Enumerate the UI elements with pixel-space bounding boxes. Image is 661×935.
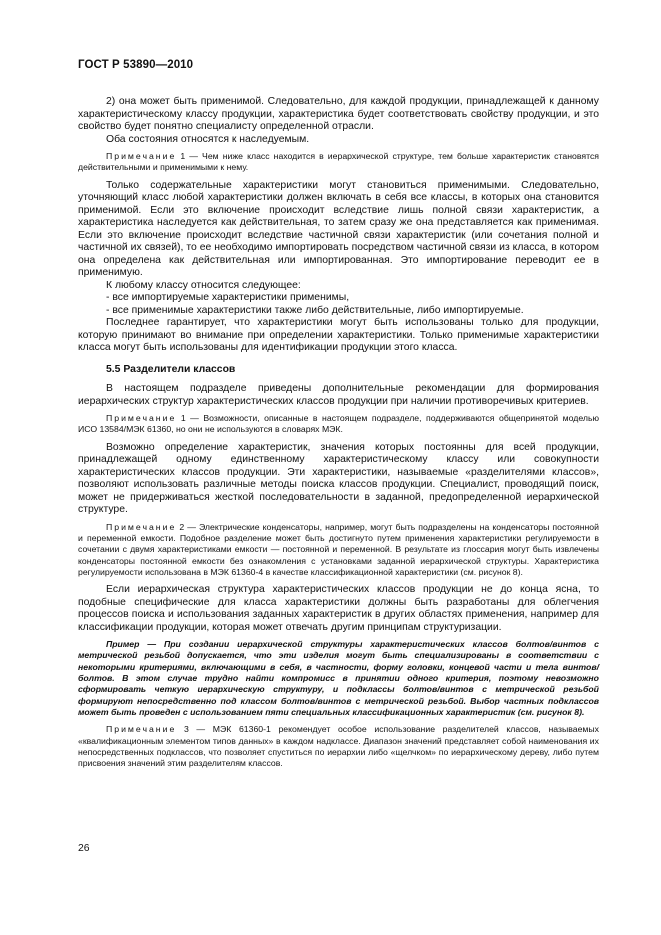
note-label: Примечание — [106, 521, 177, 532]
paragraph: В настоящем подразделе приведены дополнительные рекомендации для формирования иерархических структур характеристических классов продукции при наличии противоречивых критериев. — [78, 383, 599, 407]
section-title: 5.5 Разделители классов — [106, 363, 236, 375]
note-label: Примечание — [106, 413, 177, 424]
paragraph: Только содержательные характеристики могут становиться применимыми. Следовательно, уточняющий класс любой характеристики должен включать в себя все классы, в которых она становится применимой. Если это включение происходит вследствие лишь полной связи характеристик, а характеристика наследуется как действительная, то затем сразу же она представляется как применимая. Если это включение происходит вследствие частичной связи характеристик (или сочетания полной и частичной их связей), то ее необходимо импортировать посредством частичной связи из класса, в котором она определена как действительная или импортированная. Это импортирование переводит ее в применимую. — [78, 179, 599, 279]
note-text: 3 — МЭК 61360-1 рекомендует особое использование разделителей классов, называемых «квалификационным элементом типов данных» в каждом надклассе. Диапазон значений представляет собой наименования их непосредственных подклассов, что позволяет спуститься по иерархии либо «щелчком» по иерархическому дереву, либо путем присвоения значений этим разделителям классов. — [78, 724, 599, 769]
paragraph: Последнее гарантирует, что характеристики могут быть использованы только для продукции, которую принимают во внимание при определении характеристики. Только применимые характеристики класса могут быть использованы для идентификации продукции этого класса. — [78, 317, 599, 354]
page-number: 26 — [78, 843, 90, 854]
note-text: 2 — Электрические конденсаторы, например, могут быть подразделены на конденсаторы постоянной и переменной емкости. Подобное разделение может быть достигнуто путем применения характеристики регулируемости в сочетании с двумя характеристиками емкости — постоянной и переменной. В результате из глоссария могут быть извлечены конденсаторы постоянной емкости без ознакомления с установками заданной иерархической структуры. Характеристика регулируемости использована в МЭК 61360-4 в качестве классификационной характеристики (см. рисунок 8). — [78, 521, 599, 577]
note — [78, 724, 599, 769]
note — [78, 522, 599, 578]
paragraph: К любому классу относится следующее: — [106, 279, 301, 291]
note-label: Примечание — [106, 151, 177, 161]
list-item: - все импортируемые характеристики применимы, — [106, 292, 350, 304]
page-body — [78, 96, 599, 769]
page-header: ГОСТ Р 53890—2010 — [78, 59, 194, 71]
paragraph: Если иерархическая структура характеристических классов продукции не до конца ясна, то подобные специфические для класса характеристики должны быть разработаны для облегчения процессов поиска и использования заданных характеристик в других областях применения, например для классификации продукции, которая может отвечать другим принципам структуризации. — [78, 584, 599, 633]
paragraph: Оба состояния относятся к наследуемым. — [106, 133, 310, 145]
note-label: Примечание — [106, 724, 177, 735]
list-item: - все применимые характеристики также либо действительные, либо импортируемые. — [106, 304, 524, 316]
note-text: 1 — Возможности, описанные в настоящем подразделе, поддерживаются общепринятой моделью ИСО 13584/МЭК 61360, но они не используются в словарях МЭК. — [78, 413, 599, 435]
note-text: 1 — Чем ниже класс находится в иерархической структуре, тем больше характеристик становятся действительными и применимыми к нему. — [78, 151, 599, 173]
note — [78, 151, 599, 174]
note — [78, 413, 599, 436]
paragraph: Возможно определение характеристик, значения которых постоянны для всей продукции, принадлежащей одному единственному характеристическому классу или совокупности характеристических классов продукции. Эти характеристики, называемые «разделителями классов», позволяют использовать различные методы поиска классов продукции. Специалист, проводящий поиск, может не придерживаться жесткой последовательности в заданной, предопределенной иерархической структуре. — [78, 441, 599, 516]
paragraph: 2) она может быть применимой. Следовательно, для каждой продукции, принадлежащей к данному характеристическому классу продукции, характеристика будет соответствовать свойству продукции, и это свойство будет понятно специалисту определенной отрасли. — [78, 96, 599, 132]
example-paragraph: Пример — При создании иерархической структуры характеристических классов болтов/винтов с метрической резьбой допускается, что эти изделия могут быть специализированы в соответствии с некоторыми критериями, включающими в себя, в частности, форму головки, концевой части и тела винтов/болтов. В этом случае трудно найти компромисс в принятии одного критерия, поэтому невозможно сформировать четкую иерархическую структуру, и подклассы болтов/винтов с метрической резьбой формируют непосредственно под классом болтов/винтов с метрической резьбой. Выбор частных подклассов может быть проведен с использованием пяти специальных классификационных характеристик (см. рисунок 8). — [78, 639, 599, 717]
